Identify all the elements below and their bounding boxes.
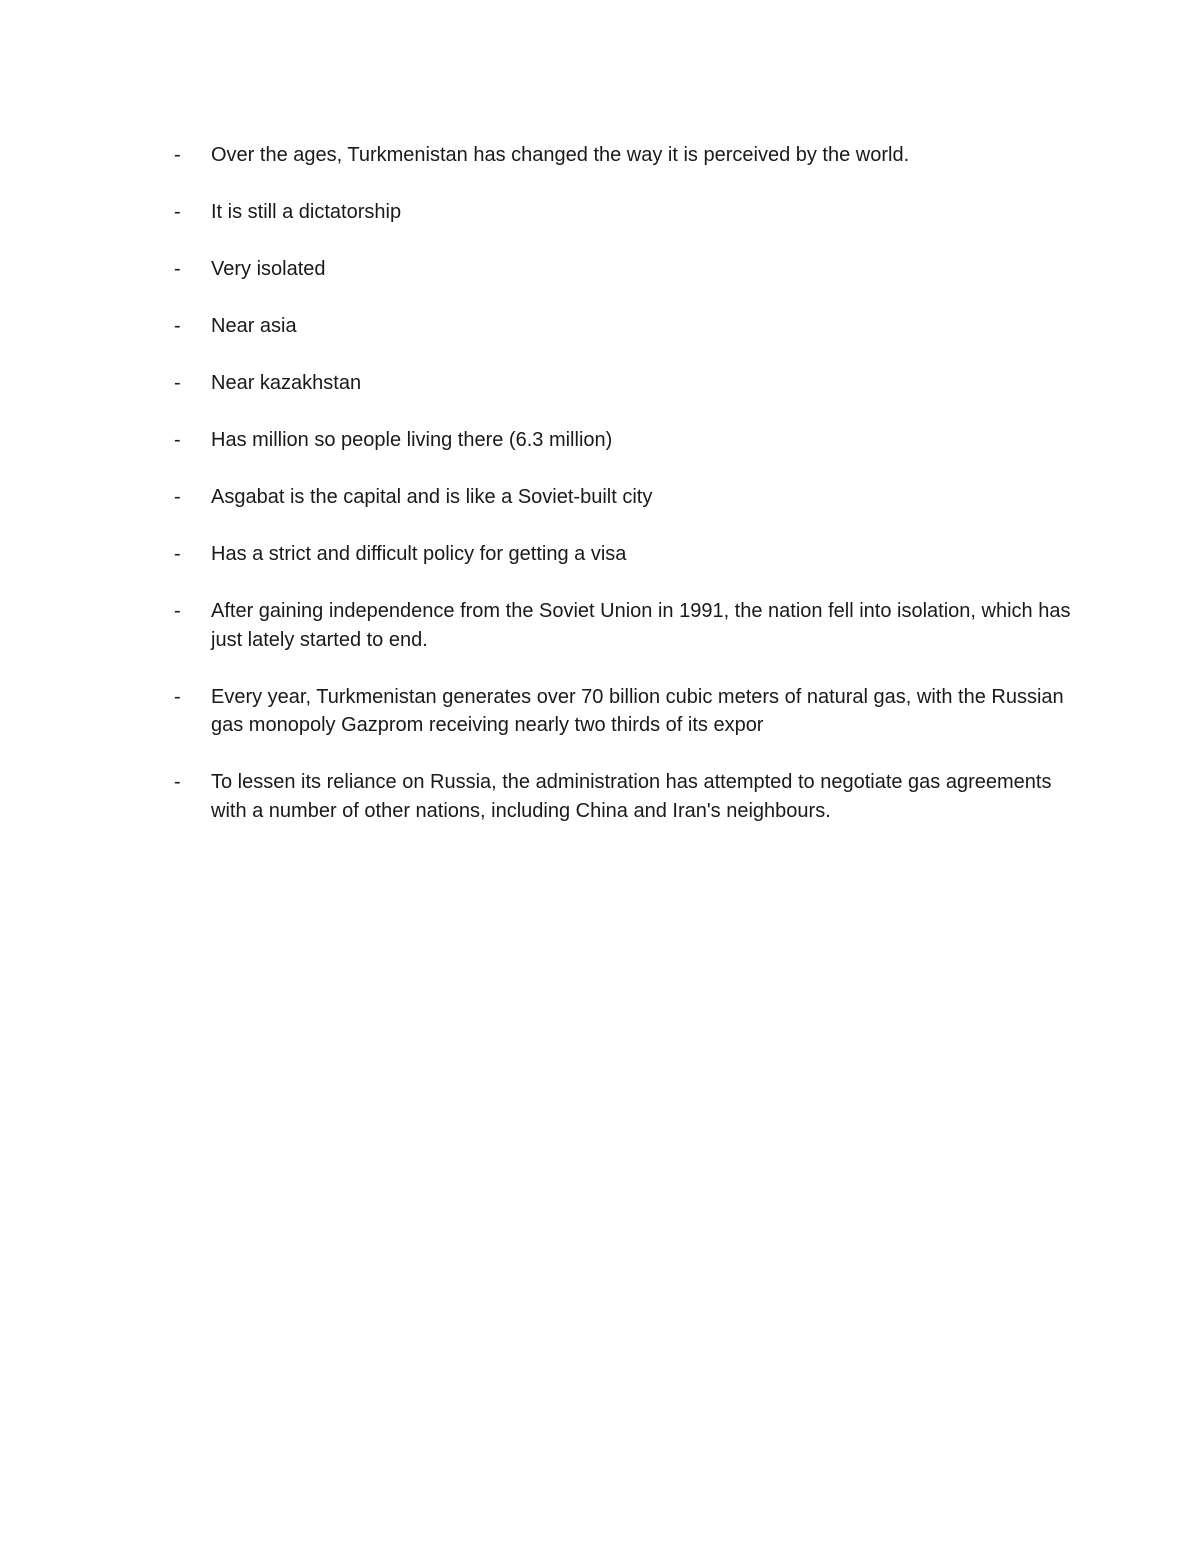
- dash-bullet: -: [174, 372, 181, 394]
- dash-bullet: -: [174, 144, 181, 166]
- list-item: [174, 141, 1074, 170]
- dash-bullet: -: [174, 543, 181, 565]
- list-item: [174, 683, 1074, 740]
- bullet-list: [174, 141, 1074, 854]
- dash-bullet: -: [174, 771, 181, 793]
- list-item-text: It is still a dictatorship: [211, 201, 402, 223]
- list-item: [174, 597, 1074, 654]
- dash-bullet: -: [174, 315, 181, 337]
- list-item-text: Has a strict and difficult policy for getting a visa: [211, 543, 627, 565]
- list-item: [174, 312, 1074, 341]
- list-item-text: After gaining independence from the Soviet Union in 1991, the nation fell into isolation, which has just lately started to end.: [211, 600, 1071, 651]
- list-item-text: Every year, Turkmenistan generates over 70 billion cubic meters of natural gas, with the Russian gas monopoly Gazprom receiving nearly two thirds of its expor: [211, 685, 1064, 736]
- dash-bullet: -: [174, 201, 181, 223]
- list-item: [174, 768, 1074, 825]
- list-item: [174, 426, 1074, 455]
- list-item-text: Over the ages, Turkmenistan has changed the way it is perceived by the world.: [211, 144, 910, 166]
- dash-bullet: -: [174, 685, 181, 708]
- dash-bullet: -: [174, 600, 181, 622]
- list-item: [174, 483, 1074, 512]
- dash-bullet: -: [174, 258, 181, 280]
- list-item-text: Near asia: [211, 315, 297, 337]
- list-item-text: Asgabat is the capital and is like a Soviet-built city: [211, 486, 653, 508]
- list-item-text: Very isolated: [211, 258, 326, 280]
- list-item: [174, 198, 1074, 227]
- list-item-text: Near kazakhstan: [211, 372, 362, 394]
- list-item: [174, 255, 1074, 284]
- list-item-text: Has million so people living there (6.3 million): [211, 429, 613, 451]
- dash-bullet: -: [174, 429, 181, 451]
- list-item: [174, 369, 1074, 398]
- list-item: [174, 540, 1074, 569]
- dash-bullet: -: [174, 486, 181, 508]
- list-item-text: To lessen its reliance on Russia, the administration has attempted to negotiate gas agreements with a number of other nations, including China and Iran's neighbours.: [211, 771, 1052, 822]
